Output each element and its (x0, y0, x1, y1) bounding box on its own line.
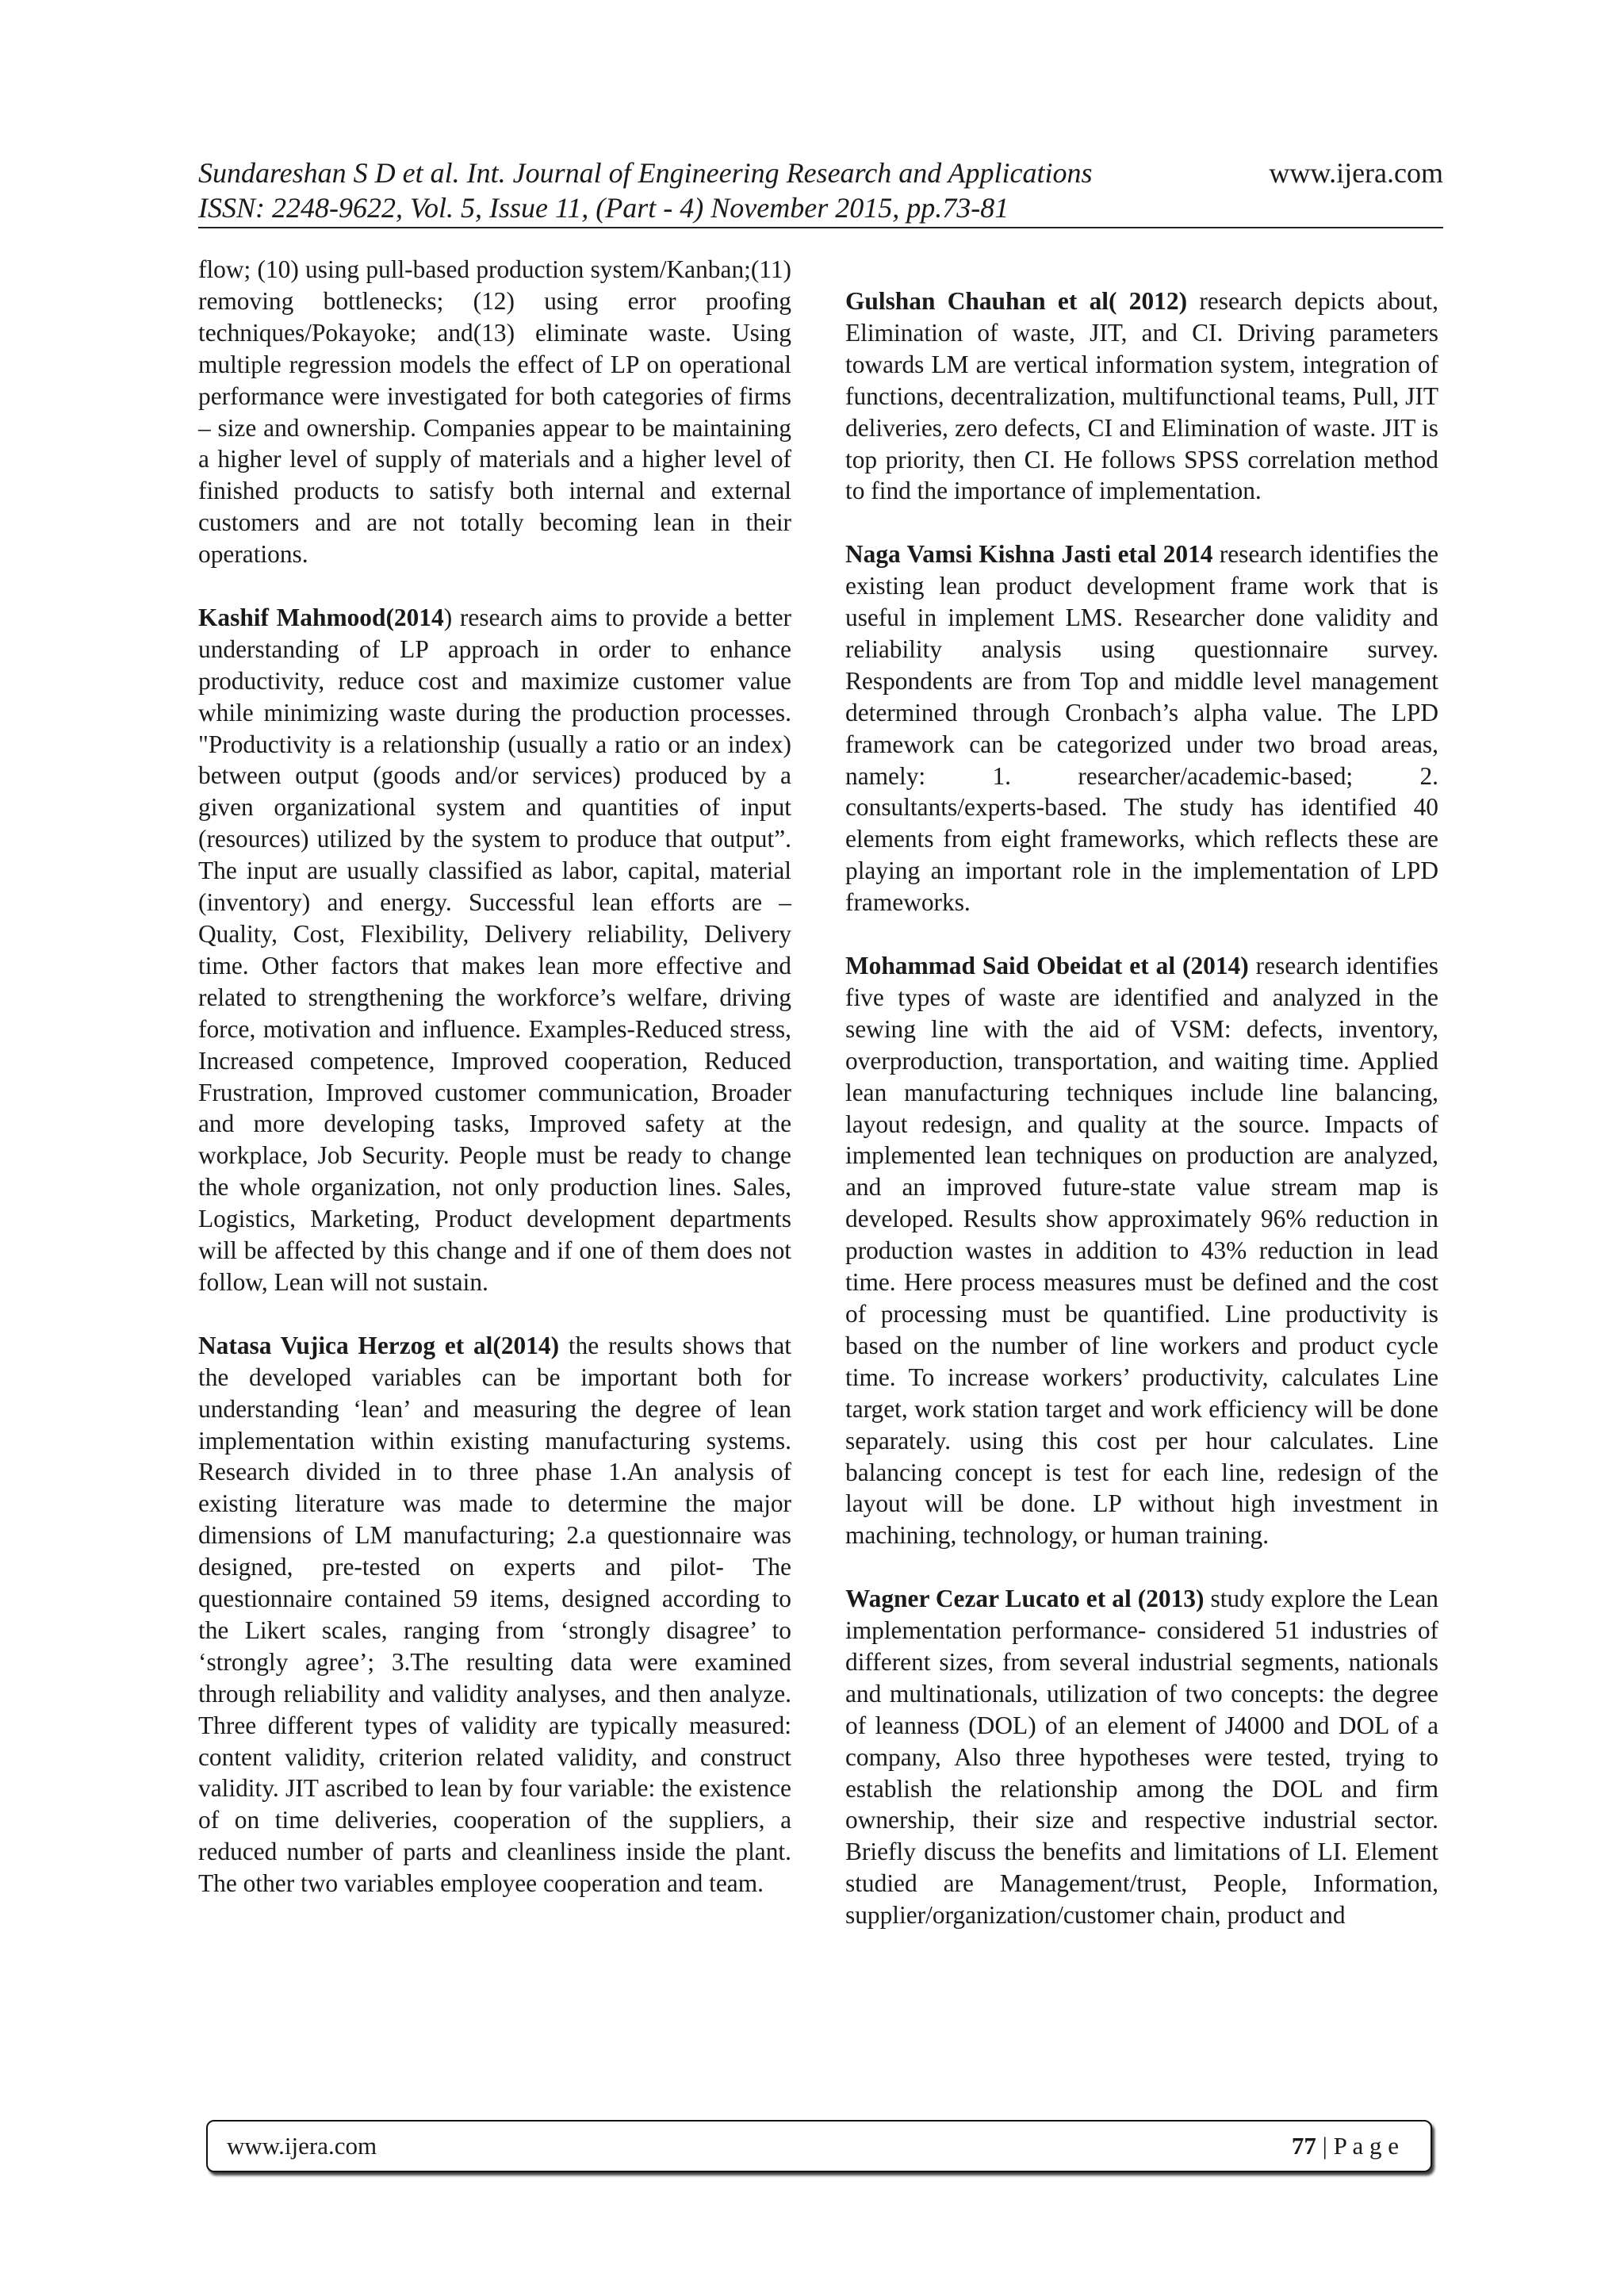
paragraph-text: study explore the Lean implementation performance- considered 51 industries of different sizes, from several industrial segments, nationals and multinationals, utilization of two concepts: the degree of leanness (DOL) of an element of J4000 and DOL of a company, Also three hypotheses were tested, trying to establish the relationship among the DOL and firm ownership, their size and respective industrial sector. Briefly discuss the benefits and limitations of LI. Element studied are Management/trust, People, Information, supplier/organization/customer chain, product and (845, 1585, 1438, 1930)
header-divider (198, 227, 1443, 228)
author-citation: Kashif Mahmood(2014 (198, 603, 444, 631)
issn-info: ISSN: 2248-9622, Vol. 5, Issue 11, (Part - 4) November 2015, pp.73-81 (198, 192, 1009, 224)
page-number: 77 (1291, 2132, 1316, 2160)
page-indicator (1292, 2132, 1399, 2160)
paragraph-text: research identifies the existing lean product development frame work that is useful in implement LMS. Researcher done validity and reliability analysis using questionnaire survey. Respondents are from Top and middle level management determined through Cronbach’s alpha value. The LPD framework can be categorized under two broad areas, namely: 1. researcher/academic-based; 2. consultants/experts-based. The study has identified 40 elements from eight frameworks, which reflects these are playing an important role in the implementation of LPD frameworks. (845, 540, 1438, 917)
left-paragraph-2 (198, 602, 791, 1298)
right-column (845, 286, 1438, 1963)
author-citation: Gulshan Chauhan et al( 2012) (845, 287, 1188, 315)
page-label: | P a g e (1316, 2132, 1399, 2160)
header-line-1 (198, 155, 1443, 190)
right-paragraph-2 (845, 539, 1438, 918)
author-citation: Wagner Cezar Lucato et al (2013) (845, 1585, 1205, 1613)
header-line-2 (198, 190, 1443, 225)
left-column (198, 254, 791, 1931)
running-header (198, 155, 1443, 225)
paragraph-text: the results shows that the developed variables can be important both for understanding ‘lean’ and measuring the degree of lean implementation within existing manufacturing systems. Research divided in to three phase 1.An analysis of existing literature was made to determine the major dimensions of LM manufacturing; 2.a questionnaire was designed, pre-tested on experts and pilot- The questionnaire contained 59 items, designed according to the Likert scales, ranging from ‘strongly disagree’ to ‘strongly agree’; 3.The resulting data were examined through reliability and validity analyses, and then analyze. Three different types of validity are typically measured: content validity, criterion related validity, and construct validity. JIT ascribed to lean by four variable: the existence of on time deliveries, cooperation of the suppliers, a reduced number of parts and cleanliness inside the plant. The other two variables employee cooperation and team. (198, 1331, 791, 1898)
page-footer (206, 2120, 1432, 2172)
author-citation: Mohammad Said Obeidat et al (2014) (845, 952, 1249, 979)
right-paragraph-4 (845, 1583, 1438, 1931)
paragraph-text: flow; (10) using pull-based production system/Kanban;(11) removing bottlenecks; (12) using error proofing techniques/Pokayoke; and(13) eliminate waste. Using multiple regression models the effect of LP on operational performance were investigated for both categories of firms – size and ownership. Companies appear to be maintaining a higher level of supply of materials and a higher level of finished products to satisfy both internal and external customers and are not totally becoming lean in their operations. (198, 255, 791, 569)
journal-citation: Sundareshan S D et al. Int. Journal of Engineering Research and Applications (198, 157, 1093, 189)
right-paragraph-1 (845, 286, 1438, 507)
left-paragraph-3 (198, 1330, 791, 1899)
author-citation: Naga Vamsi Kishna Jasti etal 2014 (845, 540, 1213, 569)
paragraph-text: research identifies five types of waste are identified and analyzed in the sewing line with the aid of VSM: defects, inventory, overproduction, transportation, and waiting time. Applied lean manufacturing techniques include line balancing, layout redesign, and quality at the source. Impacts of implemented lean techniques on production are analyzed, and an improved future-state value stream map is developed. Results show approximately 96% reduction in production wastes in addition to 43% reduction in lead time. Here process measures must be defined and the cost of processing must be quantified. Line productivity is based on the number of line workers and product cycle time. To increase workers’ productivity, calculates Line target, work station target and work efficiency will be done separately. using this cost per hour calculates. Line balancing concept is test for each line, redesign of the layout will be done. LP without high investment in machining, technology, or human training. (845, 952, 1439, 1550)
right-paragraph-3 (845, 950, 1438, 1551)
author-citation: Natasa Vujica Herzog et al(2014) (198, 1331, 560, 1359)
footer-url[interactable]: www.ijera.com (227, 2132, 377, 2160)
paragraph-text: research depicts about, Elimination of waste, JIT, and CI. Driving parameters towards LM are vertical information system, integration of functions, decentralization, multifunctional teams, Pull, JIT deliveries, zero defects, CI and Elimination of waste. JIT is top priority, then CI. He follows SPSS correlation method to find the importance of implementation. (845, 287, 1438, 505)
journal-url[interactable]: www.ijera.com (1269, 157, 1443, 189)
paragraph-text: ) research aims to provide a better understanding of LP approach in order to enhance productivity, reduce cost and maximize customer value while minimizing waste during the production processes. "Productivity is a relationship (usually a ratio or an index) between output (goods and/or services) produced by a given organizational system and quantities of input (resources) utilized by the system to produce that output”. The input are usually classified as labor, capital, material (inventory) and energy. Successful lean efforts are – Quality, Cost, Flexibility, Delivery reliability, Delivery time. Other factors that makes lean more effective and related to strengthening the workforce’s welfare, driving force, motivation and influence. Examples-Reduced stress, Increased competence, Improved cooperation, Reduced Frustration, Improved customer communication, Broader and more developing tasks, Improved safety at the workplace, Job Security. People must be ready to change the whole organization, not only production lines. Sales, Logistics, Marketing, Product development departments will be affected by this change and if one of them does not follow, Lean will not sustain. (198, 603, 791, 1296)
left-paragraph-1 (198, 254, 791, 570)
